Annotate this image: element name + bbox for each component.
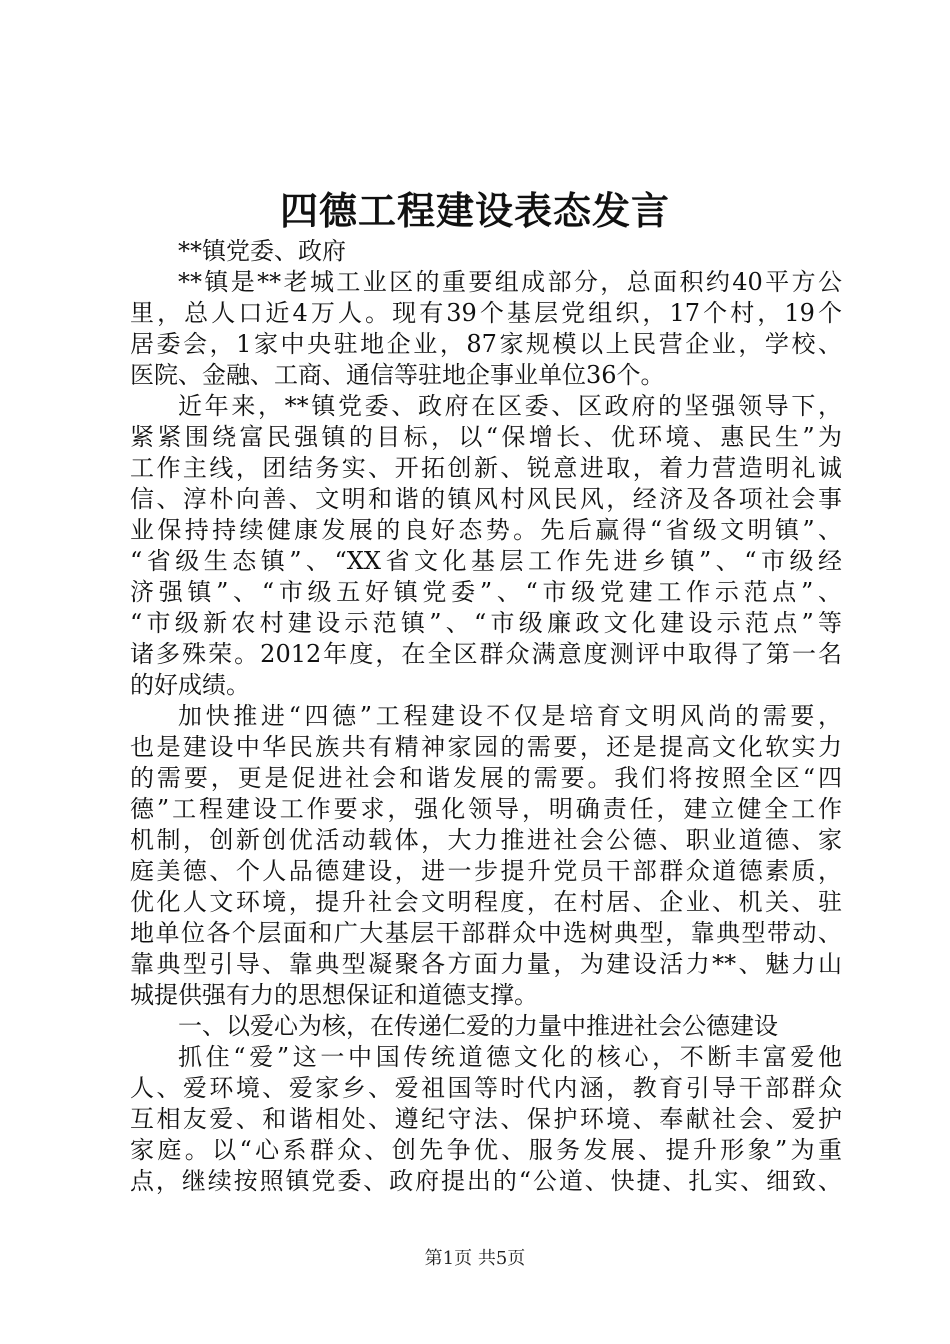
text-line: 加快推进“四德”工程建设不仅是培育文明风尚的需要，: [178, 702, 842, 730]
text-line: 医院、金融、工商、通信等驻地企事业单位36个。: [130, 361, 665, 389]
document-title: 四德工程建设表态发言: [279, 188, 670, 233]
text-line: “省级生态镇”、“XX省文化基层工作先进乡镇”、“市级经: [130, 547, 842, 575]
text-line: 紧紧围绕富民强镇的目标，以“保增长、优环境、惠民生”为: [130, 423, 842, 451]
text-line: 点，继续按照镇党委、政府提出的“公道、快捷、扎实、细致、: [130, 1167, 842, 1195]
text-line: 的好成绩。: [130, 671, 250, 699]
text-line: **镇是**老城工业区的重要组成部分，总面积约40平方公: [178, 268, 842, 296]
text-line: 里，总人口近4万人。现有39个基层党组织，17个村，19个: [130, 299, 842, 327]
text-line: 的需要，更是促进社会和谐发展的需要。我们将按照全区“四: [130, 764, 842, 792]
text-line: 机制，创新创优活动载体，大力推进社会公德、职业道德、家: [130, 826, 842, 854]
text-line: 近年来，**镇党委、政府在区委、区政府的坚强领导下，: [178, 392, 842, 420]
text-line: 靠典型引导、靠典型凝聚各方面力量，为建设活力**、魅力山: [130, 950, 842, 978]
text-line: “市级新农村建设示范镇”、“市级廉政文化建设示范点”等: [130, 609, 842, 637]
text-line: 家庭。以“心系群众、创先争优、服务发展、提升形象”为重: [130, 1136, 842, 1164]
text-line: 居委会，1家中央驻地企业，87家规模以上民营企业，学校、: [130, 330, 842, 358]
text-line: 人、爱环境、爱家乡、爱祖国等时代内涵，教育引导干部群众: [130, 1074, 842, 1102]
text-line: **镇党委、政府: [178, 237, 346, 265]
document-body: [130, 236, 842, 1197]
text-line: 工作主线，团结务实、开拓创新、锐意进取，着力营造明礼诚: [130, 454, 842, 482]
text-line: 也是建设中华民族共有精神家园的需要，还是提高文化软实力: [130, 733, 842, 761]
text-line: 抓住“爱”这一中国传统道德文化的核心，不断丰富爱他: [178, 1043, 842, 1071]
text-line: 庭美德、个人品德建设，进一步提升党员干部群众道德素质，: [130, 857, 842, 885]
text-line: 德”工程建设工作要求，强化领导，明确责任，建立健全工作: [130, 795, 842, 823]
text-line: 优化人文环境，提升社会文明程度，在村居、企业、机关、驻: [130, 888, 842, 916]
text-line: 互相友爱、和谐相处、遵纪守法、保护环境、奉献社会、爱护: [130, 1105, 842, 1133]
text-line: 一、以爱心为核，在传递仁爱的力量中推进社会公德建设: [178, 1012, 778, 1040]
text-line: 济强镇”、“市级五好镇党委”、“市级党建工作示范点”、: [130, 578, 842, 606]
text-line: 信、淳朴向善、文明和谐的镇风村风民风，经济及各项社会事: [130, 485, 842, 513]
page-footer: 第1页 共5页: [424, 1248, 526, 1269]
text-line: 业保持持续健康发展的良好态势。先后赢得“省级文明镇”、: [130, 516, 842, 544]
text-line: 诸多殊荣。2012年度，在全区群众满意度测评中取得了第一名: [130, 640, 842, 668]
text-line: 城提供强有力的思想保证和道德支撑。: [130, 981, 538, 1009]
text-line: 地单位各个层面和广大基层干部群众中选树典型，靠典型带动、: [130, 919, 842, 947]
